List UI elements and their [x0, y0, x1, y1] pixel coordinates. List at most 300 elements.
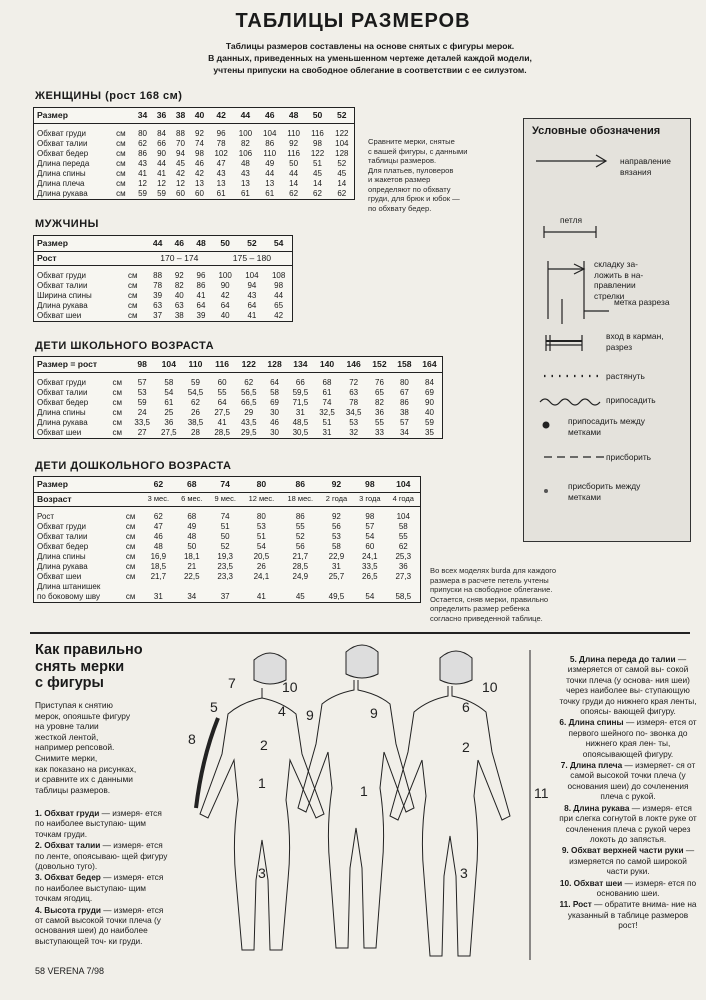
value-cell: 102: [214, 149, 228, 158]
value-cell: 58: [331, 542, 341, 551]
value-cell: 82: [240, 139, 250, 148]
legend-item: [606, 452, 651, 463]
size-cell: 68: [186, 479, 197, 490]
value-cell: 54,5: [187, 388, 204, 397]
value-cell: 55: [375, 418, 384, 427]
howto-line: Снимите мерки,: [35, 752, 98, 763]
howto-title-line: снять мерки: [35, 658, 125, 675]
size-cell: 52: [337, 110, 347, 121]
value-cell: 57: [399, 418, 409, 427]
value-cell: 90: [157, 149, 166, 158]
value-cell: 35: [425, 428, 434, 437]
table-row: [34, 542, 420, 552]
value-cell: 30,5: [292, 428, 309, 437]
value-cell: 48,5: [292, 418, 309, 427]
value-cell: 98: [195, 149, 204, 158]
value-cell: 43: [216, 169, 226, 178]
value-cell: 12: [176, 179, 185, 188]
figure-label: 10: [282, 679, 298, 695]
value-cell: 66,5: [240, 398, 257, 407]
value-cell: 46: [270, 418, 280, 427]
row-unit: см: [112, 388, 122, 397]
value-cell: 14: [289, 179, 299, 188]
value-cell: 38,5: [187, 418, 204, 427]
row-unit: см: [128, 301, 138, 310]
cut-mark-icon: [562, 299, 609, 324]
row-unit: см: [112, 408, 122, 417]
size-cell: 50: [312, 110, 323, 121]
table-row: [34, 311, 292, 321]
header-label: Размер: [37, 479, 68, 490]
value-cell: 23,3: [217, 572, 233, 581]
value-cell: [208, 582, 241, 592]
value-cell: 94: [176, 149, 185, 158]
value-cell: 47: [216, 159, 226, 168]
legend-item-line: растянуть: [606, 371, 645, 381]
measure-item: [558, 878, 698, 899]
table-row: [34, 532, 420, 542]
men-heading: МУЖЧИНЫ: [35, 218, 99, 230]
subheader-cell: 18 мес.: [287, 494, 314, 503]
school-table-box: [33, 356, 443, 439]
size-cell: 48: [288, 110, 299, 121]
row-unit: см: [112, 398, 122, 407]
value-cell: 52: [220, 542, 230, 551]
table-row: [34, 129, 354, 139]
value-cell: 45: [295, 592, 305, 601]
size-cell: 158: [397, 359, 412, 370]
measure-item-title: 4. Высота груди: [35, 904, 101, 915]
row-unit: [124, 582, 142, 592]
value-cell: 54: [256, 542, 266, 551]
table-row: [34, 512, 420, 522]
note-line: с вашей фигуры, с данными: [368, 146, 468, 156]
table-row: [34, 592, 420, 602]
size-cell: 48: [196, 238, 206, 249]
value-cell: 98: [274, 281, 284, 290]
legend-item-line: метками: [568, 491, 601, 502]
value-cell: 84: [157, 129, 166, 138]
value-cell: 24: [137, 408, 147, 417]
value-cell: 82: [375, 398, 384, 407]
note-line: груди, для брюк и юбок —: [368, 194, 460, 203]
value-cell: 21,7: [150, 572, 167, 581]
legend-title: Условные обозначения: [532, 125, 661, 137]
value-cell: 23,5: [217, 562, 233, 571]
value-cell: 128: [335, 149, 349, 158]
value-cell: 63: [153, 301, 163, 310]
row-label: Длина штанишек: [37, 582, 101, 591]
value-cell: 16,9: [150, 552, 167, 561]
table-row: [34, 149, 354, 159]
legend-item-line: ложить в на-: [594, 269, 644, 280]
howto-line: мерок, опояшьте фигуру: [35, 710, 131, 721]
value-cell: 44: [289, 169, 299, 178]
value-cell: 53: [331, 532, 341, 541]
value-cell: 28,5: [292, 562, 309, 571]
value-cell: 90: [425, 398, 434, 407]
row-label: Длина спины: [37, 552, 86, 561]
value-cell: 92: [289, 139, 299, 148]
legend-item-line: присборить: [606, 452, 652, 462]
value-cell: 61: [265, 189, 275, 198]
row-label: Обхват груди: [37, 522, 87, 531]
howto-title: [35, 642, 165, 692]
size-cell: 140: [319, 359, 335, 370]
measure-item-text: — измеря- ется по наиболее выступаю- щим точкам ягодиц.: [35, 872, 164, 904]
table-row: [34, 582, 420, 592]
value-cell: 32,5: [319, 408, 335, 417]
value-cell: 37: [220, 592, 230, 601]
row-unit: см: [116, 169, 126, 178]
row-unit: см: [128, 271, 138, 280]
table-row: [34, 428, 442, 438]
row-label: Обхват груди: [37, 378, 87, 387]
row-unit: см: [116, 129, 126, 138]
size-cell: 42: [216, 110, 226, 121]
measure-item-text: — измеря- ется от первого шейного по- звонка до нижнего края лен- ты, опоясывающей фигуру.: [568, 717, 697, 759]
value-cell: 62: [153, 512, 163, 521]
table-subheader-row: [34, 492, 420, 506]
row-unit: см: [125, 522, 136, 531]
value-cell: 37: [153, 311, 163, 320]
value-cell: 14: [313, 179, 322, 188]
figure-label: 3: [258, 865, 266, 881]
value-cell: 43: [247, 291, 257, 300]
note-line: по обхвату бедер.: [368, 203, 432, 213]
value-cell: 46: [153, 532, 163, 541]
value-cell: 55: [217, 388, 227, 397]
value-cell: 74: [322, 398, 332, 407]
legend-item-line: вход в карман,: [606, 331, 664, 341]
row-label: Обхват шеи: [37, 572, 82, 581]
table-row: [34, 408, 442, 418]
value-cell: 104: [263, 129, 277, 138]
value-cell: 84: [425, 378, 434, 387]
men-table-box: [33, 235, 293, 322]
value-cell: 38: [174, 311, 184, 320]
size-cell: 134: [293, 359, 308, 370]
row-unit: см: [128, 291, 138, 300]
value-cell: 68: [187, 512, 197, 521]
value-cell: 33: [375, 428, 384, 437]
legend-item-line: вязания: [620, 166, 652, 177]
value-cell: 25,7: [328, 572, 345, 581]
measure-item: [558, 760, 698, 802]
value-cell: 46: [195, 159, 204, 168]
table-header-row: [34, 477, 420, 492]
row-label: Обхват бедер: [37, 542, 89, 551]
header-label: Размер: [37, 238, 68, 249]
size-cell: 54: [273, 238, 284, 249]
section-divider: [30, 632, 690, 634]
value-cell: 43: [240, 169, 250, 178]
measure-item: [558, 899, 698, 930]
intro-line: В данных, приведенных на уменьшенном чертеже деталей каждой модели,: [208, 53, 532, 63]
value-cell: 42: [274, 311, 284, 320]
value-cell: 42: [195, 169, 204, 178]
legend-item-line: метками: [568, 426, 601, 437]
value-cell: 104: [335, 139, 349, 148]
value-cell: [242, 582, 281, 592]
table-row: [34, 418, 442, 428]
value-cell: 60: [365, 542, 375, 551]
value-cell: 28,5: [214, 428, 230, 437]
value-cell: [387, 582, 420, 592]
value-cell: 51: [313, 159, 322, 168]
value-cell: 29: [244, 408, 254, 417]
subheader-cell: 12 мес.: [248, 494, 275, 503]
value-cell: 61: [164, 398, 174, 407]
value-cell: 34,5: [345, 408, 362, 417]
value-cell: 78: [349, 398, 359, 407]
intro-line: Таблицы размеров составлены на основе снятых с фигуры мерок.: [225, 41, 515, 51]
value-cell: 92: [195, 129, 204, 138]
figure-front-right: [298, 645, 414, 948]
value-cell: 24,1: [253, 572, 270, 581]
value-cell: 80: [256, 512, 266, 521]
measure-item-title: 3. Обхват бедер: [35, 872, 101, 883]
value-cell: 62: [191, 398, 200, 407]
table-row: [34, 271, 292, 281]
dot-icon: [543, 422, 550, 429]
value-cell: 78: [216, 139, 226, 148]
school-heading: ДЕТИ ШКОЛЬНОГО ВОЗРАСТА: [35, 340, 215, 352]
figure-label: 8: [188, 731, 196, 747]
value-cell: 36: [164, 418, 174, 427]
figure-label: 9: [370, 705, 378, 721]
measure-list-left: [35, 808, 173, 947]
table-row: [34, 301, 292, 311]
value-cell: 122: [310, 149, 325, 158]
note-line: Остается, сняв мерки, правильно: [430, 594, 549, 604]
value-cell: 31: [331, 562, 341, 571]
note-line: определить размер ребенка: [430, 604, 530, 613]
men-table: [34, 236, 292, 321]
howto-line: жесткой лентой,: [35, 731, 99, 742]
subheader-cell: 175 – 180: [232, 253, 272, 263]
value-cell: 53: [137, 388, 147, 397]
row-unit: см: [128, 311, 138, 320]
page-title: ТАБЛИЦЫ РАЗМЕРОВ: [235, 10, 471, 32]
value-cell: 41: [247, 311, 257, 320]
value-cell: 104: [396, 512, 410, 521]
value-cell: 26: [256, 562, 266, 571]
value-cell: [353, 582, 386, 592]
value-cell: 88: [176, 129, 185, 138]
measure-item: [35, 872, 173, 903]
value-cell: 106: [238, 149, 253, 158]
legend-item: [606, 395, 656, 406]
row-unit: см: [125, 552, 136, 561]
value-cell: 19,3: [217, 552, 233, 561]
value-cell: 45: [313, 169, 322, 178]
value-cell: 66: [157, 139, 166, 148]
value-cell: 62: [244, 378, 254, 387]
note-line: таблицы размеров.: [368, 156, 437, 165]
value-cell: 86: [295, 512, 305, 521]
value-cell: 41: [196, 291, 206, 300]
value-cell: 47: [153, 522, 163, 531]
loop-icon: [544, 226, 596, 238]
value-cell: [281, 582, 320, 592]
subheader-cell: 9 мес.: [214, 494, 236, 503]
value-cell: 69: [425, 388, 434, 397]
value-cell: 70: [176, 139, 185, 148]
value-cell: 31: [153, 592, 163, 601]
value-cell: 41: [217, 418, 227, 427]
size-cell: 62: [153, 479, 164, 490]
value-cell: 24,9: [292, 572, 309, 581]
value-cell: 59: [138, 189, 147, 198]
value-cell: 49: [265, 159, 275, 168]
value-cell: 74: [220, 512, 230, 521]
table-row: [34, 281, 292, 291]
value-cell: 44: [157, 159, 166, 168]
legend-item-line: припосадить: [606, 395, 656, 405]
row-label: Обхват бедер: [37, 149, 89, 158]
table-row: [34, 388, 442, 398]
size-cell: 146: [346, 359, 361, 370]
table-header-row: [34, 357, 442, 372]
value-cell: 52: [337, 159, 347, 168]
value-cell: 13: [216, 179, 226, 188]
value-cell: 88: [153, 271, 163, 280]
value-cell: [142, 582, 175, 592]
value-cell: 64: [247, 301, 257, 310]
row-label: Обхват груди: [37, 271, 87, 280]
subheader-cell: 3 года: [359, 494, 381, 503]
legend-item-line: складку за-: [594, 259, 638, 269]
legend-item-line: правлении: [594, 280, 636, 290]
legend-item: [594, 259, 643, 301]
measure-item: [558, 803, 698, 845]
value-cell: 36: [375, 408, 384, 417]
value-cell: 110: [287, 129, 300, 138]
value-cell: 80: [138, 129, 147, 138]
value-cell: 40: [220, 311, 230, 320]
measure-item: [558, 654, 698, 716]
value-cell: 50: [187, 542, 197, 551]
measure-item: [558, 845, 698, 876]
value-cell: 65: [274, 301, 284, 310]
note-line: определяют по обхвату: [368, 184, 451, 194]
value-cell: 50: [220, 532, 230, 541]
measure-item-title: 7. Длина плеча: [560, 760, 623, 771]
size-cell: 164: [422, 359, 437, 370]
table-row: [34, 378, 442, 388]
value-cell: 90: [220, 281, 230, 290]
measure-item-text: — измеряется от самой вы- сокой точки плеча (у основа- ния шеи) через наиболее вы- ступающую точку груди до нижнего края ленты, опоясы- вающей фигуру.: [559, 654, 697, 717]
legend-item-line: петля: [560, 215, 582, 225]
size-cell: 46: [174, 238, 185, 249]
value-cell: 100: [238, 129, 253, 138]
value-cell: 58: [164, 378, 174, 387]
value-cell: 48: [187, 532, 197, 541]
value-cell: 116: [287, 149, 300, 158]
value-cell: 58: [270, 388, 280, 397]
value-cell: 96: [216, 129, 226, 138]
value-cell: 64: [270, 378, 280, 387]
measure-item-title: 11. Рост: [559, 899, 592, 910]
measure-item: [35, 840, 173, 871]
value-cell: 42: [220, 291, 230, 300]
size-cell: 74: [220, 479, 230, 490]
value-cell: 64: [217, 398, 227, 407]
value-cell: 64: [220, 301, 230, 310]
value-cell: 39: [153, 291, 163, 300]
value-cell: 86: [399, 398, 409, 407]
value-cell: 26: [191, 408, 200, 417]
size-cell: 98: [365, 479, 375, 490]
figure-label: 11: [534, 785, 549, 801]
size-cell: 38: [175, 110, 186, 121]
row-label: Обхват талии: [37, 388, 88, 397]
legend-item-line: метка разреза: [614, 297, 670, 307]
row-label: Длина рукава: [37, 301, 88, 310]
size-cell: 80: [256, 479, 267, 490]
value-cell: 32: [349, 428, 359, 437]
value-cell: 38: [399, 408, 409, 417]
value-cell: 53: [256, 522, 266, 531]
value-cell: 59: [157, 189, 166, 198]
legend-item: [620, 156, 671, 177]
figure-label: 1: [360, 783, 368, 799]
subheader-cell: 170 – 174: [160, 253, 199, 263]
value-cell: 59: [191, 378, 200, 387]
figure-label: 9: [306, 707, 314, 723]
value-cell: 65: [375, 388, 384, 397]
value-cell: 31: [295, 408, 305, 417]
row-label: Обхват шеи: [37, 311, 82, 320]
size-cell: 52: [247, 238, 257, 249]
value-cell: 33,5: [362, 562, 378, 571]
value-cell: 27: [137, 428, 147, 437]
value-cell: 78: [153, 281, 163, 290]
row-label: Обхват талии: [37, 532, 88, 541]
note-line: Сравните мерки, снятые: [368, 137, 455, 146]
value-cell: 116: [311, 129, 324, 138]
value-cell: 12: [138, 179, 147, 188]
howto-line: как показано на рисунках,: [35, 763, 137, 774]
row-unit: см: [112, 428, 122, 437]
value-cell: 58,5: [395, 592, 412, 601]
value-cell: 57: [137, 378, 147, 387]
howto-line: например репсовой.: [35, 742, 115, 753]
value-cell: 51: [220, 522, 230, 531]
value-cell: 100: [218, 271, 232, 280]
note-line: Для платьев, пуловеров: [368, 165, 454, 175]
value-cell: 59: [425, 418, 434, 427]
measure-item: [35, 808, 173, 839]
value-cell: 57: [365, 522, 375, 531]
header-label: Размер = рост: [37, 359, 98, 370]
table-row: [34, 189, 354, 199]
value-cell: 63: [349, 388, 359, 397]
value-cell: 62: [398, 542, 408, 551]
value-cell: 26,5: [362, 572, 378, 581]
value-cell: 33,5: [134, 418, 150, 427]
measure-item-title: 1. Обхват груди: [35, 808, 100, 818]
row-label: Рост: [37, 512, 55, 521]
value-cell: 104: [245, 271, 259, 280]
measure-item-text: — измеря- ется по основанию шеи.: [596, 877, 697, 898]
value-cell: 25,3: [395, 552, 412, 561]
value-cell: 58: [398, 522, 408, 531]
value-cell: 48: [153, 542, 163, 551]
measure-item: [35, 905, 173, 947]
note-line: согласно приведенной таблице.: [430, 613, 543, 623]
